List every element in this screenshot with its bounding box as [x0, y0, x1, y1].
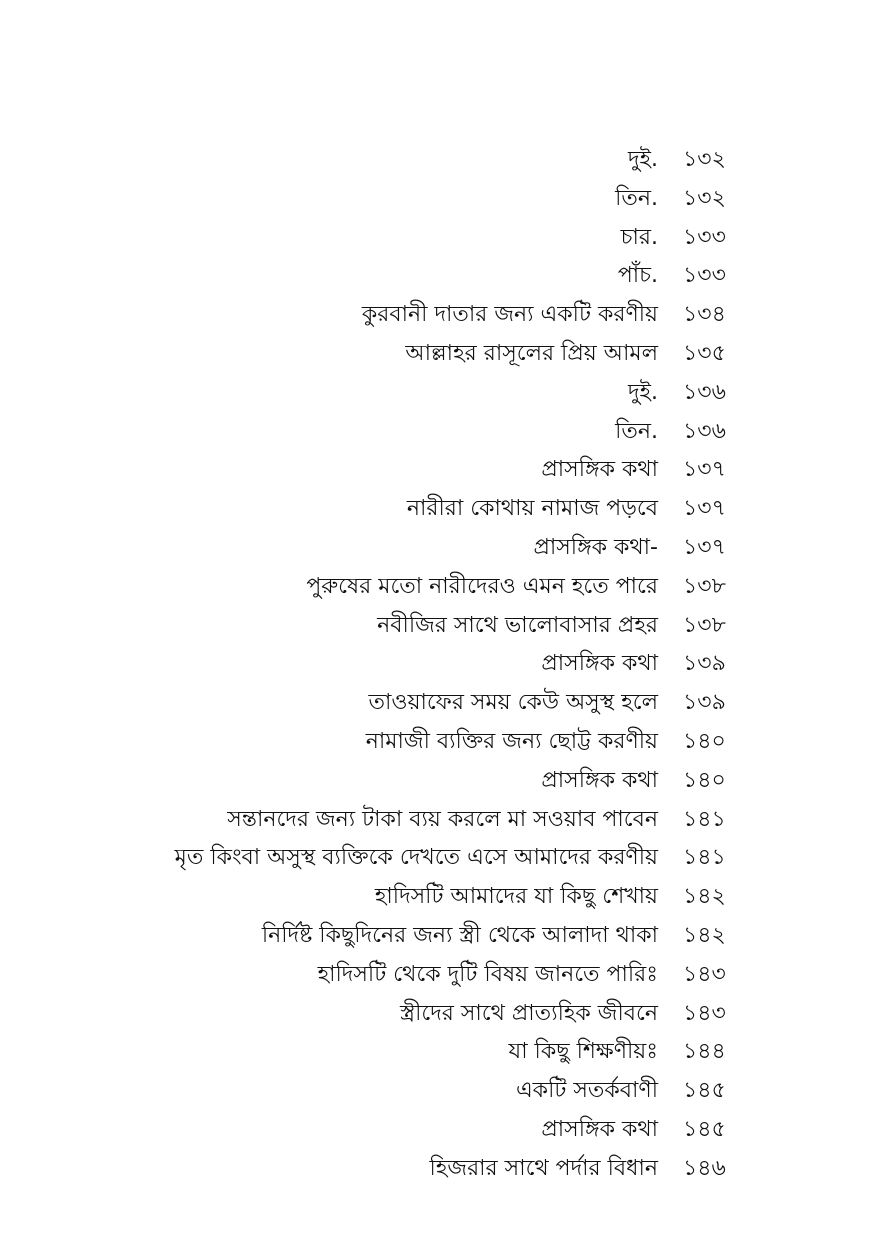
- toc-entry-page-number: ১৩৫: [683, 340, 726, 366]
- toc-entry-title: হিজরার সাথে পর্দার বিধান: [429, 1155, 658, 1181]
- toc-entry[interactable]: [0, 335, 870, 374]
- toc-entry-page-number: ১৪৩: [683, 961, 726, 987]
- toc-entry[interactable]: [0, 141, 870, 180]
- toc-entry-title: প্রাসঙ্গিক কথা: [541, 767, 658, 793]
- toc-entry[interactable]: [0, 1111, 870, 1150]
- toc-entry-title: তাওয়াফের সময় কেউ অসুস্থ হলে: [368, 690, 658, 716]
- toc-entry-page-number: ১৩৯: [683, 690, 726, 716]
- toc-entry-page-number: ১৪১: [683, 845, 726, 871]
- toc-entry-title: একটি সতর্কবাণী: [515, 1078, 658, 1104]
- toc-entry-page-number: ১৩৪: [683, 302, 726, 328]
- toc-entry-page-number: ১৩২: [683, 185, 726, 211]
- toc-entry[interactable]: [0, 490, 870, 529]
- toc-entry-title: পুরুষের মতো নারীদেরও এমন হতে পারে: [306, 573, 658, 599]
- toc-entry-title: হাদিসটি আমাদের যা কিছু শেখায়: [374, 884, 658, 910]
- toc-entry[interactable]: [0, 257, 870, 296]
- toc-entry-title: প্রাসঙ্গিক কথা: [541, 457, 658, 483]
- toc-entry-page-number: ১৩৬: [683, 379, 726, 405]
- toc-entry-title: প্রাসঙ্গিক কথা: [541, 651, 658, 677]
- toc-entry-title: নামাজী ব্যক্তির জন্য ছোট্ট করণীয়: [365, 728, 658, 754]
- toc-entry-page-number: ১৩২: [683, 147, 726, 172]
- toc-entry[interactable]: [0, 1150, 870, 1189]
- toc-entry-page-number: ১৩৩: [683, 263, 726, 289]
- toc-entry-title: নবীজির সাথে ভালোবাসার প্রহর: [377, 612, 658, 638]
- toc-entry-title: যা কিছু শিক্ষণীয়ঃ: [508, 1039, 658, 1065]
- toc-entry-page-number: ১৪৫: [683, 1116, 726, 1142]
- toc-entry-title: প্রাসঙ্গিক কথা: [541, 1116, 658, 1142]
- toc-entry[interactable]: [0, 529, 870, 568]
- toc-entry[interactable]: [0, 219, 870, 258]
- toc-entry-page-number: ১৪৩: [683, 1000, 726, 1026]
- toc-entry[interactable]: [0, 917, 870, 956]
- toc-entry[interactable]: [0, 180, 870, 219]
- toc-entry-page-number: ১৩৮: [683, 612, 726, 638]
- toc-entry[interactable]: [0, 956, 870, 995]
- toc-entry[interactable]: [0, 568, 870, 607]
- toc-entry[interactable]: [0, 801, 870, 840]
- toc-entry-title: নারীরা কোথায় নামাজ পড়বে: [406, 496, 658, 522]
- toc-entry-page-number: ১৪১: [683, 806, 726, 832]
- toc-entry-title: কুরবানী দাতার জন্য একটি করণীয়: [361, 302, 658, 328]
- toc-entry-page-number: ১৪২: [683, 884, 726, 910]
- toc-entry-page-number: ১৪৫: [683, 1078, 726, 1104]
- toc-entry-page-number: ১৪৬: [683, 1155, 726, 1181]
- toc-entry[interactable]: [0, 1033, 870, 1072]
- toc-entry[interactable]: [0, 296, 870, 335]
- toc-entry[interactable]: [0, 451, 870, 490]
- toc-entry-page-number: ১৪০: [683, 767, 726, 793]
- toc-entry-page-number: ১৩৭: [683, 496, 726, 522]
- toc-entry[interactable]: [0, 374, 870, 413]
- toc-entry-page-number: ১৩৯: [683, 651, 726, 677]
- toc-entry[interactable]: [0, 645, 870, 684]
- toc-entry-page-number: ১৩৬: [683, 418, 726, 444]
- toc-entry[interactable]: [0, 1072, 870, 1111]
- toc-entry-title: আল্লাহর রাসূলের প্রিয় আমল: [405, 340, 658, 366]
- toc-entry[interactable]: [0, 878, 870, 917]
- toc-entry-title: মৃত কিংবা অসুস্থ ব্যক্তিকে দেখতে এসে আমাদের করণীয়: [174, 845, 658, 871]
- toc-entry-page-number: ১৩৭: [683, 457, 726, 483]
- table-of-contents: [0, 141, 870, 1189]
- toc-entry-page-number: ১৪২: [683, 922, 726, 948]
- toc-entry-page-number: ১৪০: [683, 728, 726, 754]
- toc-entry-page-number: ১৩৮: [683, 573, 726, 599]
- toc-entry-title: দুই.: [628, 379, 658, 405]
- toc-entry[interactable]: [0, 723, 870, 762]
- toc-entry-page-number: ১৪৪: [683, 1039, 726, 1065]
- toc-entry-title: নির্দিষ্ট কিছুদিনের জন্য স্ত্রী থেকে আলাদা থাকা: [261, 922, 658, 948]
- toc-entry-page-number: ১৩৭: [683, 534, 726, 560]
- toc-entry-title: হাদিসটি থেকে দুটি বিষয় জানতে পারিঃ: [317, 961, 658, 987]
- toc-entry-title: প্রাসঙ্গিক কথা-: [533, 534, 658, 560]
- toc-entry-title: পাঁচ.: [617, 263, 658, 289]
- toc-entry[interactable]: [0, 995, 870, 1034]
- toc-entry-title: চার.: [620, 224, 658, 250]
- toc-entry[interactable]: [0, 762, 870, 801]
- toc-entry-title: সন্তানদের জন্য টাকা ব্যয় করলে মা সওয়াব পাবেন: [227, 806, 658, 832]
- toc-entry-title: তিন.: [615, 185, 658, 211]
- toc-entry[interactable]: [0, 839, 870, 878]
- toc-entry[interactable]: [0, 684, 870, 723]
- toc-entry[interactable]: [0, 607, 870, 646]
- toc-entry-title: দুই.: [628, 147, 658, 172]
- toc-entry-page-number: ১৩৩: [683, 224, 726, 250]
- toc-entry[interactable]: [0, 413, 870, 452]
- toc-entry-title: তিন.: [615, 418, 658, 444]
- toc-entry-title: স্ত্রীদের সাথে প্রাত্যহিক জীবনে: [399, 1000, 658, 1026]
